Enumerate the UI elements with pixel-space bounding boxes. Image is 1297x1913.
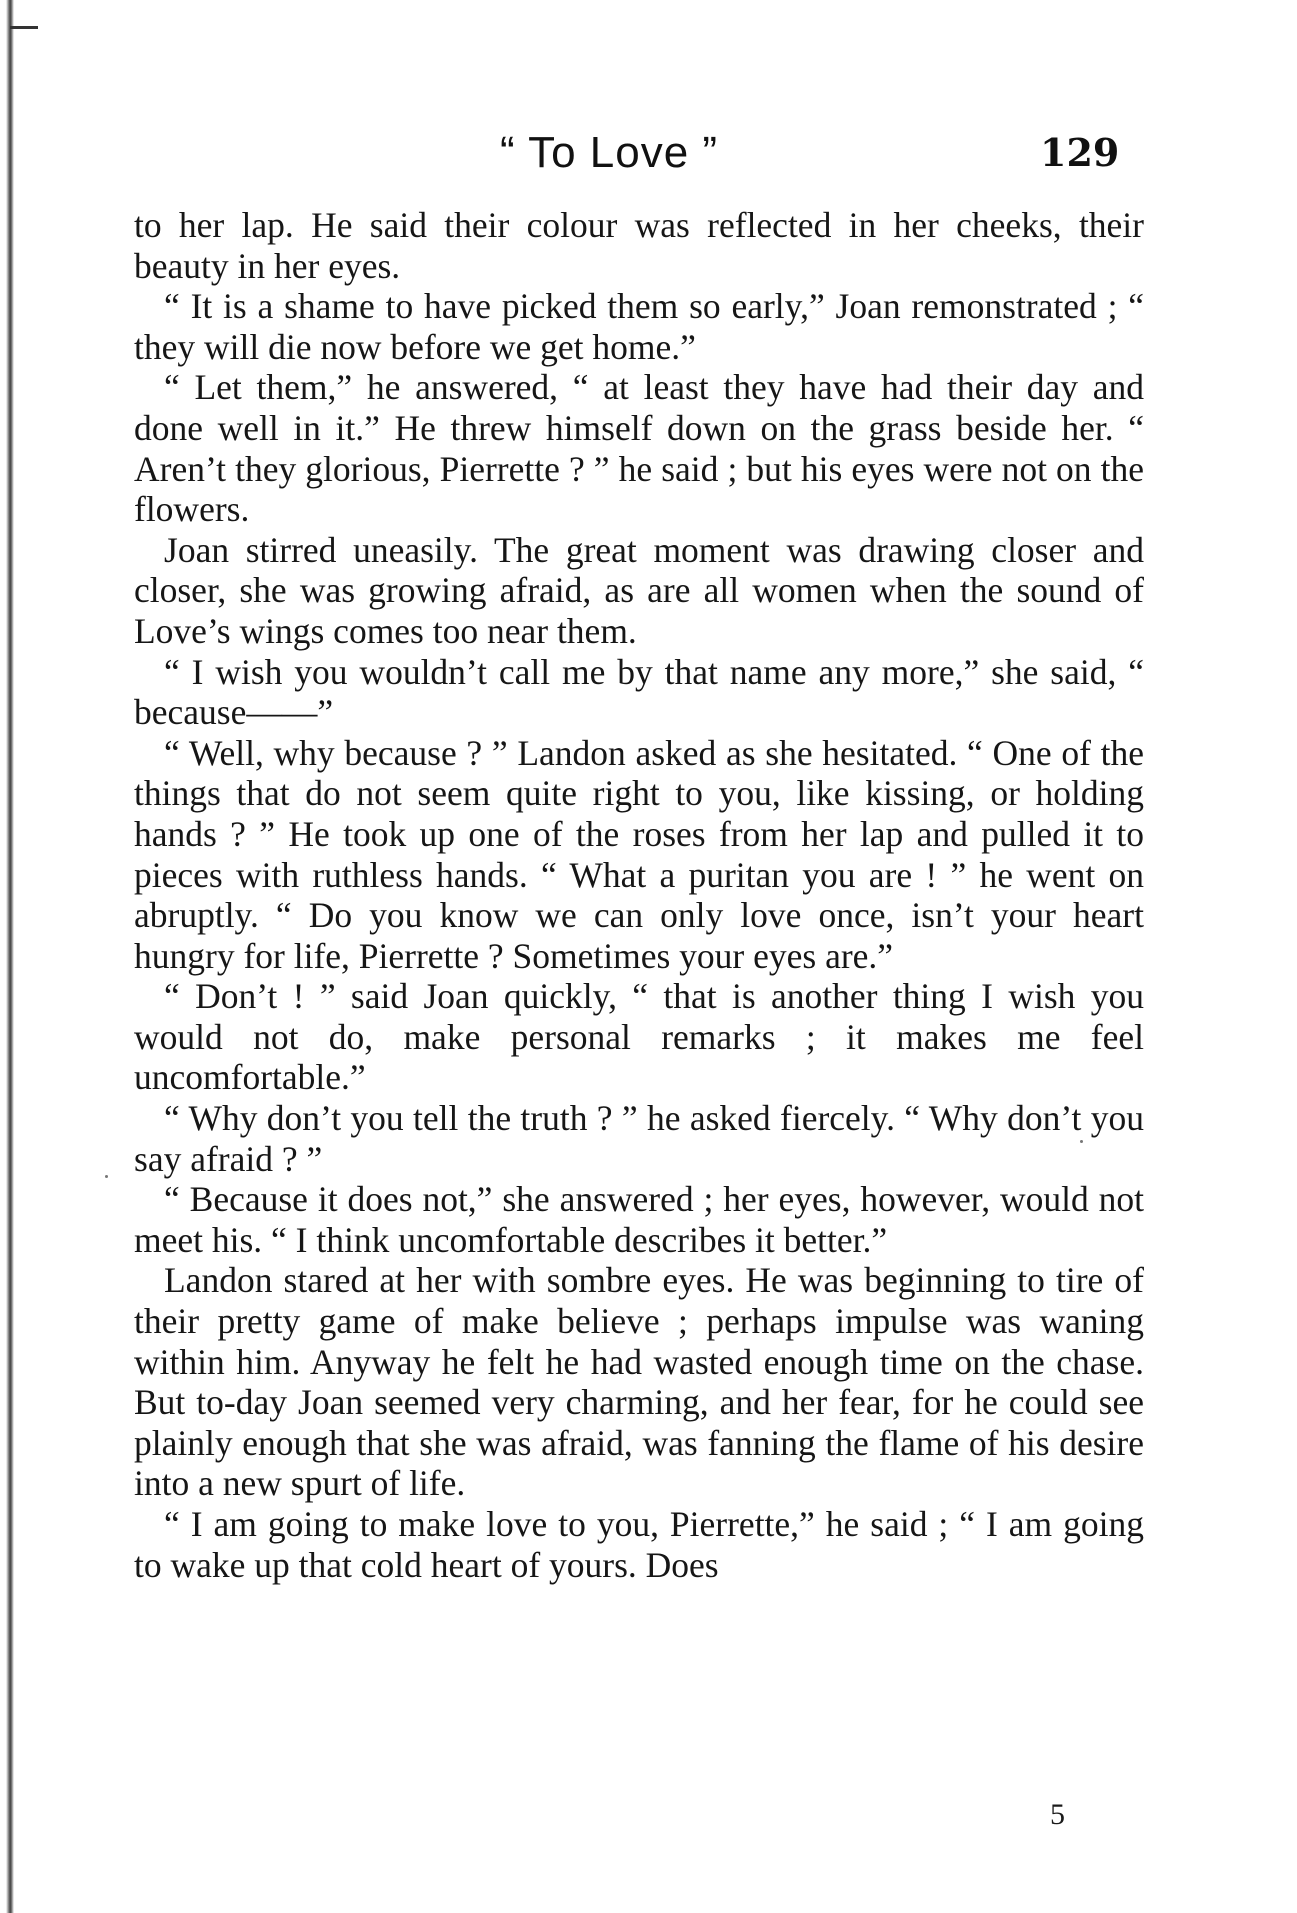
running-head [0, 128, 1297, 188]
body-text [134, 205, 1144, 1585]
binding-edge [6, 0, 14, 1913]
paragraph: “ Why don’t you tell the truth ? ” he asked fiercely. “ Why don’t you say afraid ? ” [134, 1098, 1144, 1179]
paragraph: “ I wish you wouldn’t call me by that name any more,” she said, “ because——” [134, 651, 1144, 733]
paragraph: “ It is a shame to have picked them so early,” Joan remonstrated ; “ they will die now before we get home.” [134, 286, 1144, 367]
page-number: 129 [1040, 130, 1120, 175]
binding-edge-corner [10, 26, 38, 29]
paragraph: “ Let them,” he answered, “ at least they have had their day and done well in it.” He threw himself down on the grass beside her. “ Aren’t they glorious, Pierrette ? ” he said ; but his eyes were not on the flowers. [134, 367, 1144, 530]
scan-speck [105, 1175, 108, 1178]
paragraph: to her lap. He said their colour was reflected in her cheeks, their beauty in her eyes. [134, 205, 1144, 286]
paragraph: “ Because it does not,” she answered ; her eyes, however, would not meet his. “ I think uncomfortable describes it better.” [134, 1179, 1144, 1260]
paragraph: “ Well, why because ? ” Landon asked as she hesitated. “ One of the things that do not seem quite right to you, like kissing, or holding hands ? ” He took up one of the roses from her lap and pulled it to pieces with ruthless hands. “ What a puritan you are ! ” he went on abruptly. “ Do you know we can only love once, isn’t your heart hungry for life, Pierrette ? Sometimes your eyes are.” [134, 732, 1144, 976]
paragraph: “ I am going to make love to you, Pierrette,” he said ; “ I am going to wake up that cold heart of yours. Does [134, 1504, 1144, 1585]
paragraph: Landon stared at her with sombre eyes. He was beginning to tire of their pretty game of make believe ; perhaps impulse was waning within him. Anyway he felt he had wasted enough time on the chase. But to-day Joan seemed very charming, and her fear, for he could see plainly enough that she was afraid, was fanning the flame of his desire into a new spurt of life. [134, 1260, 1144, 1504]
running-title: “ To Love ” [500, 128, 719, 177]
paragraph: Joan stirred uneasily. The great moment was drawing closer and closer, she was growing afraid, as are all women when the sound of Love’s wings comes too near them. [134, 529, 1144, 651]
signature-mark: 5 [1050, 1798, 1065, 1831]
paragraph: “ Don’t ! ” said Joan quickly, “ that is another thing I wish you would not do, make personal remarks ; it makes me feel uncomfortable.” [134, 976, 1144, 1098]
